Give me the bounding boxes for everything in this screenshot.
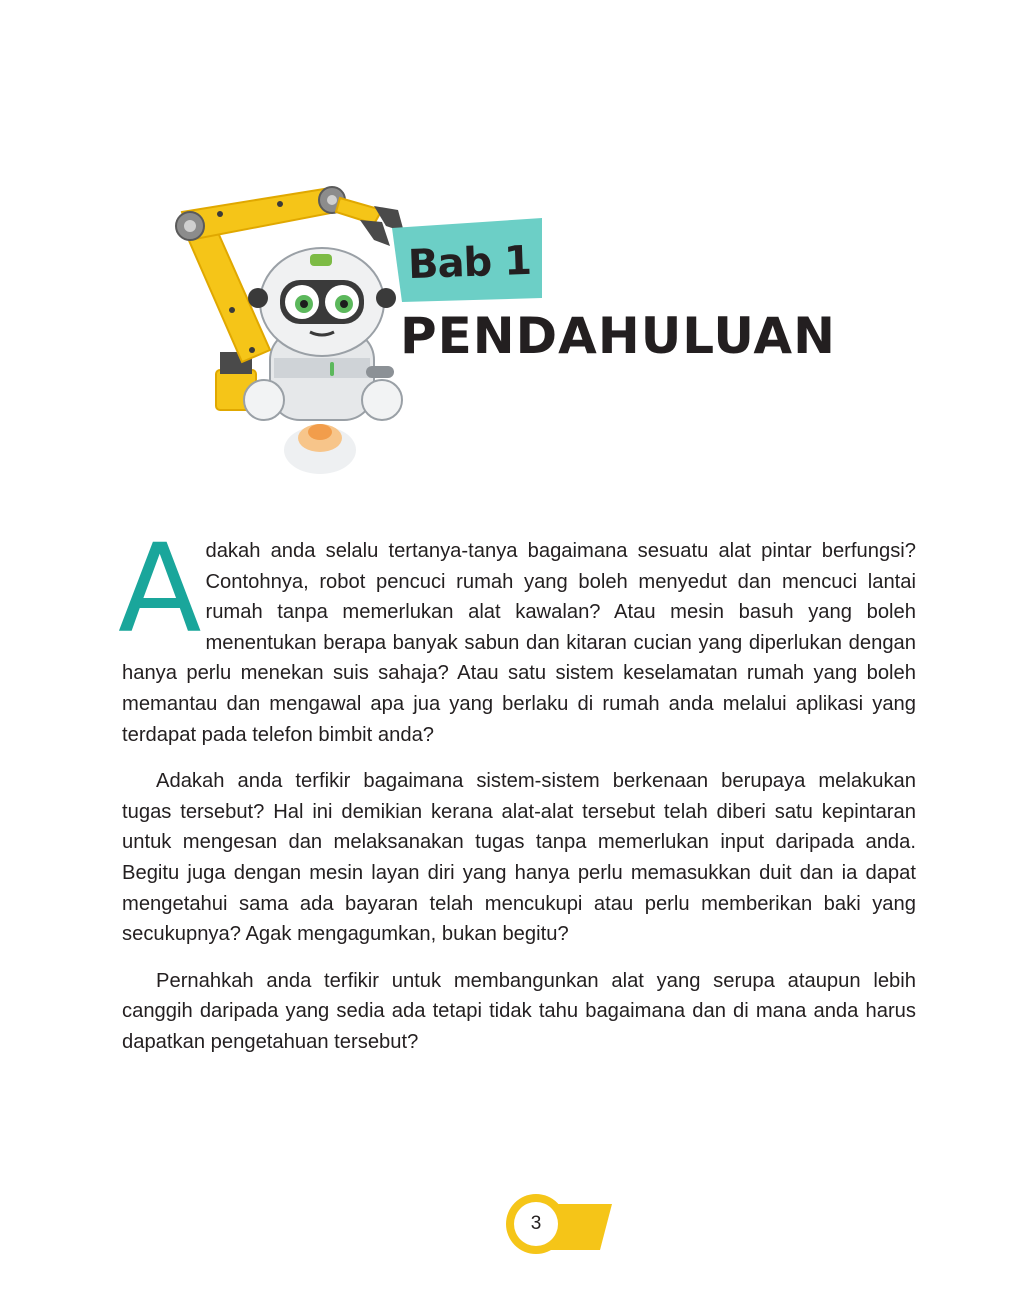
paragraph-1 bbox=[118, 518, 916, 750]
paragraph-1-text: dakah anda selalu tertanya-tanya bagaimana sesuatu alat pintar berfungsi? Contohnya, robot pencuci rumah yang boleh menyedut dan mencuci lantai rumah tanpa memerlukan alat kawalan? Atau mesin basuh yang boleh menentukan berapa banyak sabun dan kitaran cucian yang diperlukan dengan hanya perlu menekan suis sahaja? Atau satu sistem keselamatan rumah yang boleh memantau dan mengawal apa jua yang berlaku di rumah anda melalui aplikasi yang terdapat pada telefon bimbit anda? bbox=[122, 540, 916, 746]
chapter-tag bbox=[392, 218, 542, 302]
chapter-title: PENDAHULUAN bbox=[400, 307, 836, 365]
body-text bbox=[118, 518, 916, 1074]
drop-cap: A bbox=[118, 518, 202, 660]
page-number: 3 bbox=[530, 1213, 542, 1234]
chapter-label: Bab 1 bbox=[407, 237, 532, 289]
paragraph-3: Pernahkah anda terfikir untuk membangunkan alat yang serupa ataupun lebih canggih daripada yang sedia ada tetapi tidak tahu bagaimana dan di mana anda harus dapatkan pengetahuan tersebut? bbox=[122, 969, 916, 1053]
paragraph-2: Adakah anda terfikir bagaimana sistem-sistem berkenaan berupaya melakukan tugas tersebut? Hal ini demikian kerana alat-alat tersebut telah diberi satu kepintaran untuk mengesan dan melaksanakan tugas tanpa memerlukan input daripada anda. Begitu juga dengan mesin layan diri yang hanya perlu memasukkan duit dan ia dapat mengetahui sama ada bayaran telah mencukupi atau perlu memberikan baki yang secukupnya? Agak mengagumkan, bukan begitu? bbox=[122, 770, 916, 946]
page-number-badge bbox=[504, 1192, 616, 1262]
